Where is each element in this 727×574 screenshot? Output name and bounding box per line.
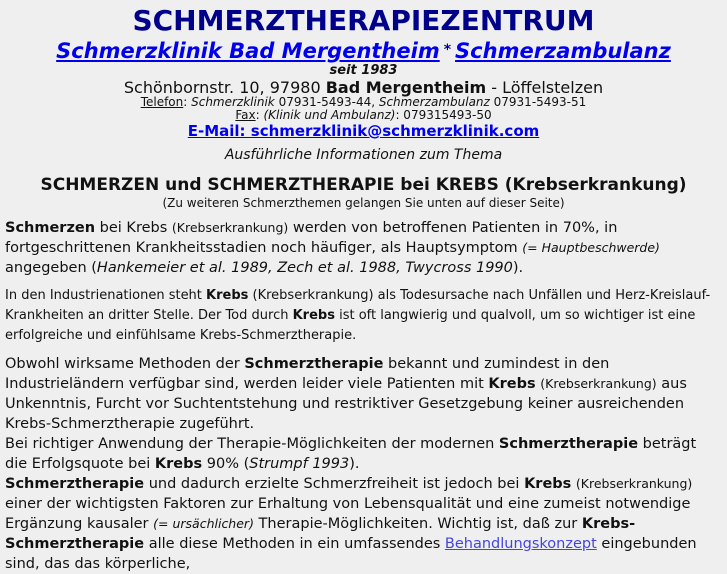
text-segment: Schmerzambulanz bbox=[378, 95, 490, 109]
text-segment: Schönbornstr. 10, 97980 bbox=[123, 78, 326, 97]
behandlungskonzept-link[interactable]: Behandlungskonzept bbox=[444, 536, 597, 552]
fax-line bbox=[0, 109, 727, 122]
site-title: SCHMERZTHERAPIEZENTRUM bbox=[132, 4, 595, 37]
text-segment: : bbox=[255, 108, 264, 122]
text-segment: Krebs bbox=[292, 308, 335, 323]
text-segment: Schmerztherapie bbox=[498, 436, 639, 452]
para-todesursache bbox=[5, 286, 722, 346]
para-schmerzen-bei-krebs bbox=[5, 218, 722, 278]
since-1983-text: seit 1983 bbox=[329, 63, 398, 78]
text-segment: : bbox=[183, 95, 192, 109]
text-segment: - Löffelstelzen bbox=[486, 78, 604, 97]
text-segment: 07931-5493-51 bbox=[489, 95, 587, 109]
schmerzklinik-link[interactable]: Schmerzklinik Bad Mergentheim bbox=[56, 39, 440, 63]
text-segment: bekannt und zumindest in den Industrieländern verfügbar sind, werden leider viele Patienten mit bbox=[5, 356, 610, 392]
text-segment: angegeben ( bbox=[5, 260, 97, 276]
text-segment: ). bbox=[512, 260, 524, 276]
text-segment: werden von betroffenen Patienten in 70%, in fortgeschrittenen Krankheitsstadien noch häufiger, als Hauptsymptom bbox=[5, 220, 618, 256]
topic-note: (Zu weiteren Schmerzthemen gelangen Sie unten auf dieser Seite) bbox=[162, 196, 565, 210]
intro-text: Ausführliche Informationen zum Thema bbox=[224, 147, 503, 163]
text-segment: : 079315493-50 bbox=[395, 108, 492, 122]
address-line bbox=[0, 79, 727, 96]
text-segment: (= ursächlicher) bbox=[153, 516, 254, 531]
text-segment: Krebs bbox=[154, 456, 203, 472]
text-segment: Therapie-Möglichkeiten. Wichtig ist, daß zur bbox=[253, 516, 582, 532]
text-segment: alle diese Methoden in ein umfassendes bbox=[144, 536, 445, 552]
text-segment: 07931-5493-44, bbox=[274, 95, 379, 109]
text-segment: Krebs bbox=[206, 288, 249, 303]
text-segment: einer der wichtigsten Faktoren zur Erhaltung von Lebensqualität und eine zumeist notwendige Ergänzung kausaler bbox=[5, 496, 691, 532]
text-segment: beträgt die Erfolgsquote bei bbox=[5, 436, 697, 472]
text-segment: Schmerztherapie bbox=[5, 476, 145, 492]
text-segment: Telefon bbox=[140, 95, 184, 109]
text-segment: (= Hauptbeschwerde) bbox=[522, 240, 660, 255]
email-link[interactable]: E-Mail: schmerzklinik@schmerzklinik.com bbox=[187, 122, 540, 140]
text-segment: Krebs-Schmerztherapie bbox=[5, 516, 636, 552]
text-segment: (Krebserkrankung) bbox=[171, 220, 289, 235]
text-segment: In den Industrienationen steht bbox=[5, 288, 207, 303]
topic-heading: SCHMERZEN und SCHMERZTHERAPIE bei KREBS (Krebserkrankung) bbox=[40, 175, 687, 195]
text-segment: Krebs bbox=[524, 476, 572, 492]
text-segment: ). bbox=[349, 456, 360, 472]
text-segment: 90% ( bbox=[202, 456, 250, 472]
text-segment: (Krebserkrankung) bbox=[540, 376, 657, 391]
site-header bbox=[0, 0, 727, 139]
text-segment: und dadurch erzielte Schmerzfreiheit ist jedoch bei bbox=[144, 476, 525, 492]
text-segment: (Krebserkrankung) als Todesursache nach Unfällen und Herz-Kreislauf-Krankheiten an dritter Stelle. Der Tod durch bbox=[5, 288, 711, 323]
text-segment: bei Krebs bbox=[95, 220, 172, 236]
text-segment: (Klinik und Ambulanz) bbox=[263, 108, 396, 122]
text-segment: Hankemeier et al. 1989, Zech et al. 1988, Twycross 1990 bbox=[96, 260, 513, 276]
text-segment: Krebs bbox=[488, 376, 536, 392]
text-segment: Schmerztherapie bbox=[244, 356, 384, 372]
text-segment: Bei richtiger Anwendung der Therapie-Möglichkeiten der modernen bbox=[5, 436, 499, 452]
text-segment: Obwohl wirksame Methoden der bbox=[5, 356, 245, 372]
para-schmerztherapie bbox=[5, 354, 722, 574]
text-segment: Schmerzen bbox=[5, 220, 96, 236]
text-segment: ist oft langwierig und qualvoll, um so wichtiger ist eine erfolgreiche und einfühlsame Krebs-Schmerztherapie. bbox=[5, 308, 696, 343]
text-segment: Fax bbox=[235, 108, 256, 122]
text-segment: (Krebserkrankung) bbox=[575, 476, 693, 491]
link-separator-asterisk: * bbox=[443, 42, 452, 58]
text-segment: Strumpf 1993 bbox=[249, 456, 350, 472]
email-line bbox=[0, 123, 727, 139]
text-segment: Schmerzklinik bbox=[191, 95, 275, 109]
text-segment: eingebunden sind, das das körperliche, bbox=[5, 536, 697, 572]
text-segment: aus Unkenntnis, Furcht vor Suchtentstehung und restriktiver Gesetzgebung keiner ausreichenden Krebs-Schmerztherapie zugeführt. bbox=[5, 376, 687, 432]
text-segment: Bad Mergentheim bbox=[325, 78, 487, 97]
clinic-links-line bbox=[0, 38, 727, 63]
article-content bbox=[0, 218, 727, 574]
schmerzambulanz-link[interactable]: Schmerzambulanz bbox=[455, 39, 671, 63]
